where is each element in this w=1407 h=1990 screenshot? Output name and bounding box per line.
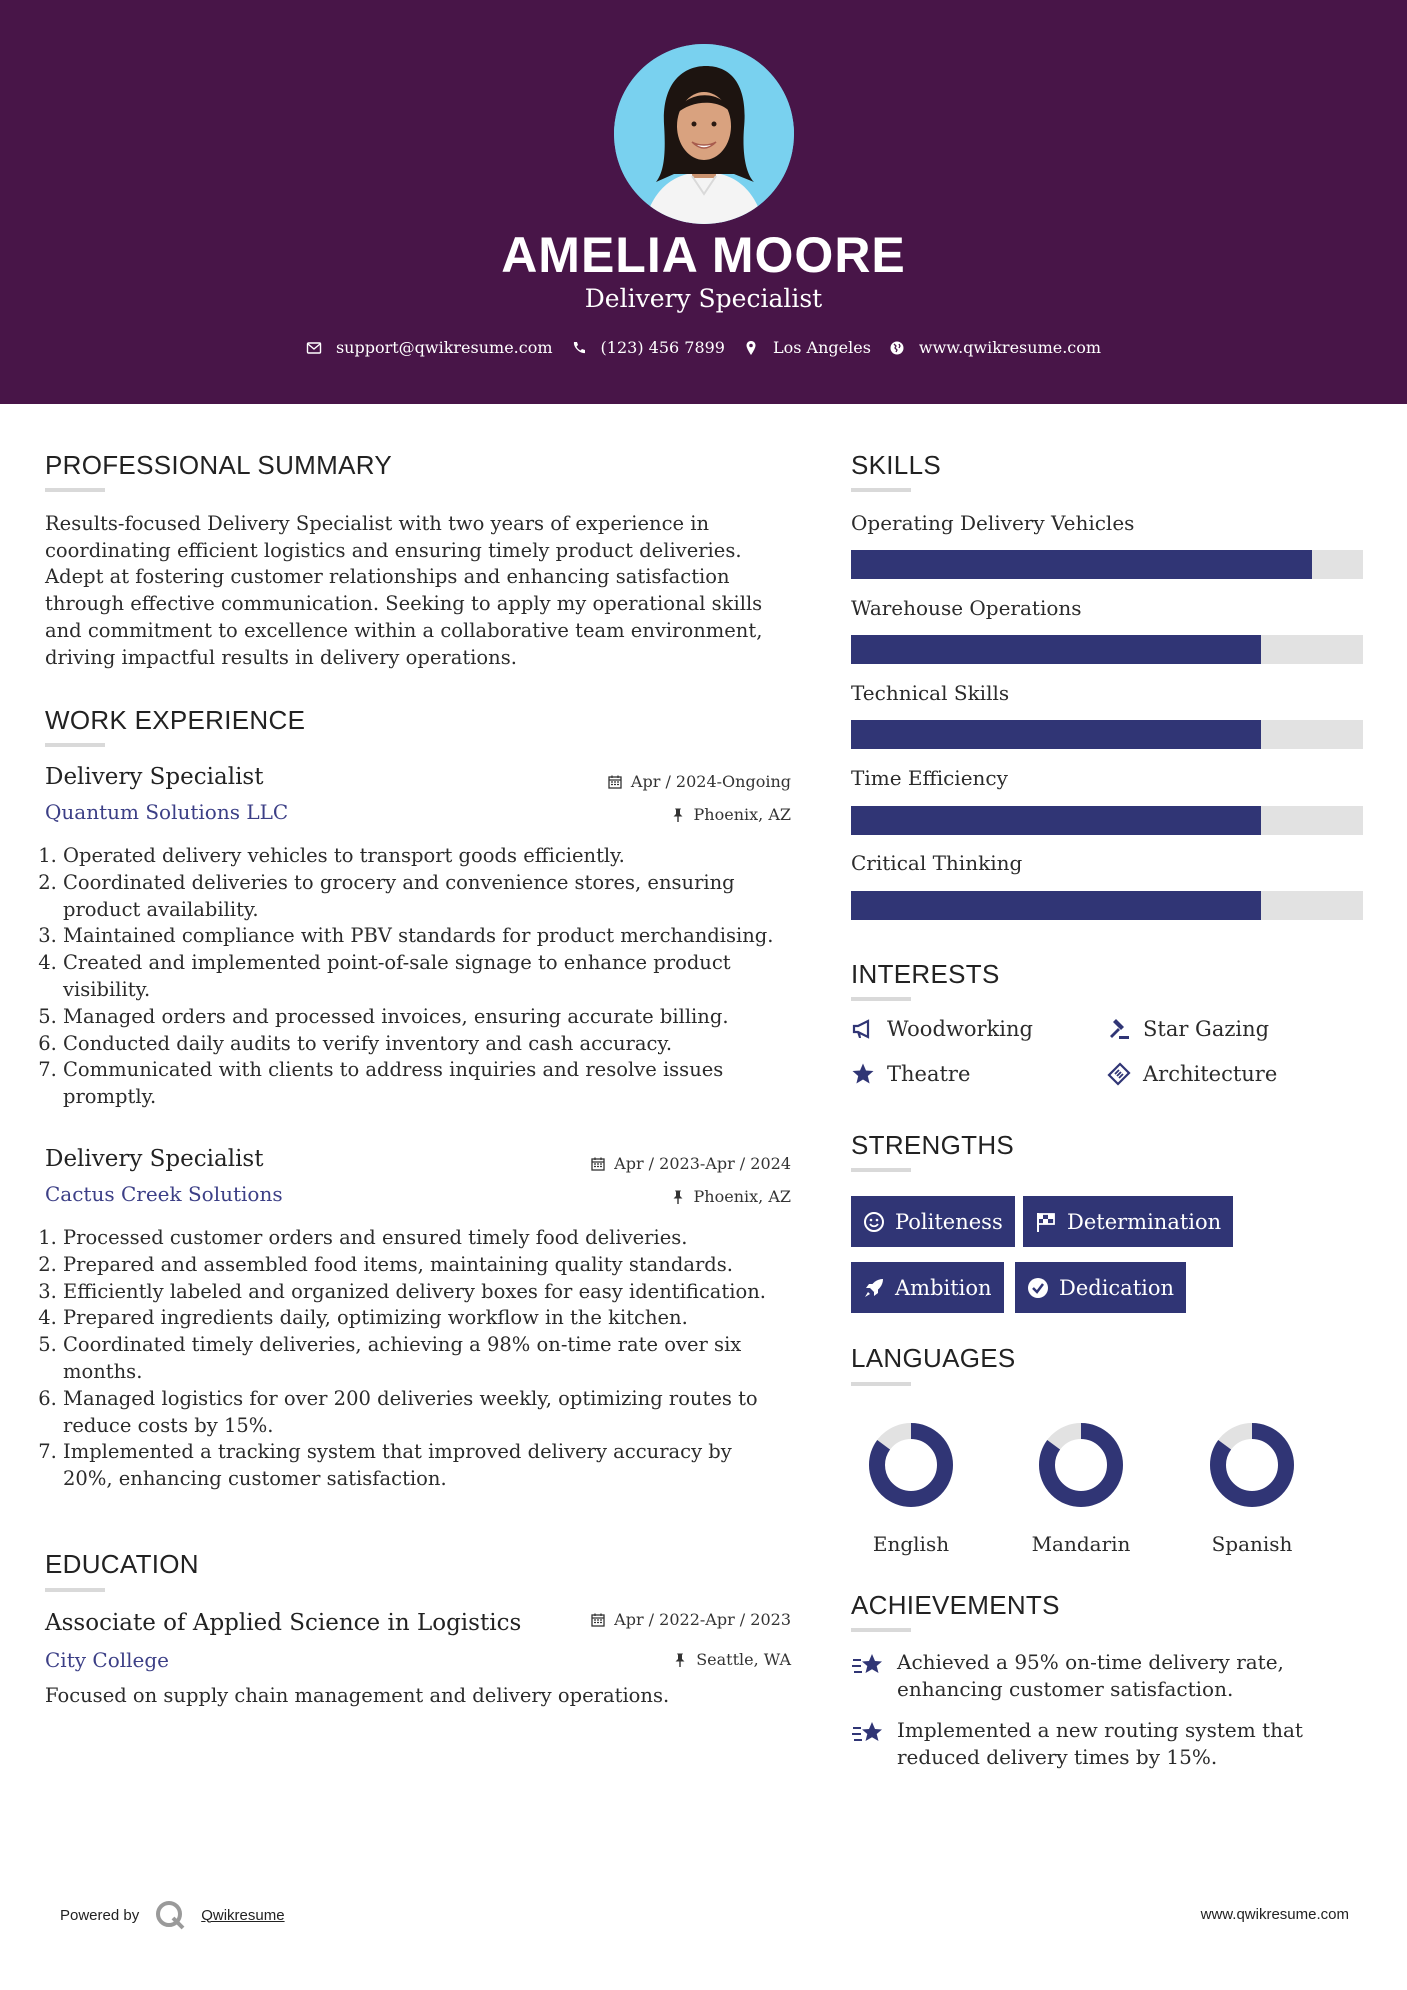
job-dates xyxy=(500,1154,791,1173)
education-heading: EDUCATION xyxy=(45,1549,199,1579)
contact-website[interactable] xyxy=(889,338,1101,357)
experience-heading: WORK EXPERIENCE xyxy=(45,705,306,735)
language-donut xyxy=(1197,1410,1307,1520)
language-donut xyxy=(1026,1410,1136,1520)
achievement-item xyxy=(851,1717,1371,1770)
contact-bar xyxy=(0,338,1407,357)
list-item: 1. Operated delivery vehicles to transport goods efficiently. xyxy=(63,843,785,870)
job-location xyxy=(500,1187,791,1206)
footer-powered-by xyxy=(60,1898,285,1932)
job-bullets xyxy=(45,843,785,1111)
language-item xyxy=(1026,1410,1136,1556)
qwikresume-logo-icon xyxy=(153,1898,187,1932)
education-location-text: Seattle, WA xyxy=(696,1650,791,1669)
list-item: 5. Coordinated timely deliveries, achieving a 98% on-time rate over six months. xyxy=(63,1332,785,1386)
globe-icon xyxy=(889,340,905,356)
list-item: 3. Efficiently labeled and organized delivery boxes for easy identification. xyxy=(63,1279,785,1306)
job-title: Delivery Specialist xyxy=(45,764,264,790)
tag-icon xyxy=(1107,1062,1131,1086)
resume-header xyxy=(0,0,1407,404)
strength-label: Politeness xyxy=(895,1209,1003,1234)
interest-item xyxy=(851,1062,970,1086)
strength-badge xyxy=(851,1262,1004,1313)
strength-badge xyxy=(1023,1196,1233,1247)
list-item: 6. Managed logistics for over 200 deliveries weekly, optimizing routes to reduce costs by 15%. xyxy=(63,1386,785,1440)
calendar-icon xyxy=(590,1156,606,1172)
interest-label: Woodworking xyxy=(887,1017,1033,1041)
language-item xyxy=(856,1410,966,1556)
school-name: City College xyxy=(45,1648,170,1672)
contact-location xyxy=(743,338,871,357)
contact-location-text: Los Angeles xyxy=(772,338,871,357)
list-item: 1. Processed customer orders and ensured timely food deliveries. xyxy=(63,1225,785,1252)
job-company: Cactus Creek Solutions xyxy=(45,1182,283,1206)
contact-email[interactable] xyxy=(306,338,553,357)
job-location xyxy=(500,805,791,824)
job-dates-text: Apr / 2024-Ongoing xyxy=(630,772,791,791)
education-rule xyxy=(45,1588,105,1592)
envelope-icon xyxy=(306,340,322,356)
brand-link[interactable]: Qwikresume xyxy=(201,1906,285,1924)
megaphone-icon xyxy=(851,1017,875,1041)
languages-rule xyxy=(851,1382,911,1386)
skill-bar xyxy=(851,720,1363,749)
skill-bar-fill xyxy=(851,635,1261,664)
job-dates-text: Apr / 2023-Apr / 2024 xyxy=(614,1154,791,1173)
achievements-heading: ACHIEVEMENTS xyxy=(851,1590,1060,1620)
list-item: 3. Maintained compliance with PBV standards for product merchandising. xyxy=(63,923,785,950)
interest-item xyxy=(1107,1017,1269,1041)
language-label: English xyxy=(872,1532,950,1556)
skill-label: Time Efficiency xyxy=(851,766,1008,790)
job-location-text: Phoenix, AZ xyxy=(693,1187,791,1206)
skills-heading: SKILLS xyxy=(851,450,941,480)
achievement-item xyxy=(851,1649,1371,1702)
star-icon xyxy=(851,1062,875,1086)
skill-label: Warehouse Operations xyxy=(851,596,1082,620)
smile-icon xyxy=(863,1211,885,1233)
education-dates xyxy=(500,1610,791,1629)
skill-label: Critical Thinking xyxy=(851,851,1023,875)
list-item: 2. Prepared and assembled food items, maintaining quality standards. xyxy=(63,1252,785,1279)
phone-icon xyxy=(571,340,587,356)
education-description: Focused on supply chain management and delivery operations. xyxy=(45,1684,670,1707)
skill-bar-fill xyxy=(851,806,1261,835)
interests-rule xyxy=(851,997,911,1001)
strength-badge xyxy=(851,1196,1015,1247)
list-item: 7. Communicated with clients to address inquiries and resolve issues promptly. xyxy=(63,1057,785,1111)
list-item: 7. Implemented a tracking system that improved delivery accuracy by 20%, enhancing customer satisfaction. xyxy=(63,1439,785,1493)
calendar-icon xyxy=(590,1612,606,1628)
skill-bar xyxy=(851,806,1363,835)
summary-heading: PROFESSIONAL SUMMARY xyxy=(45,450,392,480)
flag-icon xyxy=(1035,1211,1057,1233)
achievements-rule xyxy=(851,1628,911,1632)
job-dates xyxy=(500,772,791,791)
calendar-icon xyxy=(607,774,623,790)
pushpin-icon xyxy=(670,807,686,823)
list-item: 6. Conducted daily audits to verify inventory and cash accuracy. xyxy=(63,1031,785,1058)
achievement-text: Achieved a 95% on-time delivery rate, enhancing customer satisfaction. xyxy=(897,1650,1284,1701)
skill-bar xyxy=(851,891,1363,920)
job-company: Quantum Solutions LLC xyxy=(45,800,289,824)
strength-label: Dedication xyxy=(1059,1275,1175,1300)
skill-bar xyxy=(851,635,1363,664)
list-item: 4. Prepared ingredients daily, optimizing workflow in the kitchen. xyxy=(63,1305,785,1332)
footer-website[interactable]: www.qwikresume.com xyxy=(1200,1906,1349,1923)
interest-label: Star Gazing xyxy=(1143,1017,1270,1041)
skill-label: Technical Skills xyxy=(851,681,1010,705)
skill-bar-fill xyxy=(851,891,1261,920)
interest-label: Theatre xyxy=(887,1062,971,1086)
list-item: 2. Coordinated deliveries to grocery and convenience stores, ensuring product availability. xyxy=(63,870,785,924)
language-label: Mandarin xyxy=(1031,1532,1131,1556)
language-item xyxy=(1197,1410,1307,1556)
job-title: Delivery Specialist xyxy=(45,1146,264,1172)
experience-rule xyxy=(45,743,105,747)
language-donut xyxy=(856,1410,966,1520)
pushpin-icon xyxy=(672,1652,688,1668)
pushpin-icon xyxy=(670,1189,686,1205)
list-item: 5. Managed orders and processed invoices, ensuring accurate billing. xyxy=(63,1004,785,1031)
job-location-text: Phoenix, AZ xyxy=(693,805,791,824)
interest-item xyxy=(1107,1062,1277,1086)
gavel-icon xyxy=(1107,1017,1131,1041)
rocket-icon xyxy=(863,1277,885,1299)
job-bullets xyxy=(45,1225,785,1493)
contact-email-text: support@qwikresume.com xyxy=(335,338,553,357)
interests-heading: INTERESTS xyxy=(851,959,1000,989)
candidate-title: Delivery Specialist xyxy=(584,284,823,313)
languages-heading: LANGUAGES xyxy=(851,1343,1016,1373)
strength-label: Determination xyxy=(1067,1209,1222,1234)
education-location xyxy=(500,1650,791,1669)
strengths-rule xyxy=(851,1168,911,1172)
skill-bar xyxy=(851,550,1363,579)
achievement-text: Implemented a new routing system that reduced delivery times by 15%. xyxy=(897,1718,1303,1769)
contact-website-text: www.qwikresume.com xyxy=(918,338,1102,357)
strength-label: Ambition xyxy=(895,1275,992,1300)
list-item: 4. Created and implemented point-of-sale signage to enhance product visibility. xyxy=(63,950,785,1004)
language-label: Spanish xyxy=(1211,1532,1293,1556)
skill-bar-fill xyxy=(851,720,1261,749)
skills-rule xyxy=(851,488,911,492)
shooting-star-icon xyxy=(851,1651,885,1681)
map-pin-icon xyxy=(743,340,759,356)
contact-phone[interactable] xyxy=(571,338,725,357)
interest-item xyxy=(851,1017,1033,1041)
summary-rule xyxy=(45,488,105,492)
education-dates-text: Apr / 2022-Apr / 2023 xyxy=(614,1610,791,1629)
summary-text: Results-focused Delivery Specialist with two years of experience in coordinating efficient logistics and ensuring timely product deliveries. Adept at fostering customer relationships and enhancing satisfaction through effective communication. Seeking to apply my operational skills and commitment to excellence within a collaborative team environment, driving impactful results in delivery operations. xyxy=(45,512,763,669)
contact-phone-text: (123) 456 7899 xyxy=(600,338,725,357)
skill-bar-fill xyxy=(851,550,1312,579)
check-circle-icon xyxy=(1027,1277,1049,1299)
interest-label: Architecture xyxy=(1143,1062,1278,1086)
strength-badge xyxy=(1015,1262,1186,1313)
shooting-star-icon xyxy=(851,1719,885,1749)
profile-photo xyxy=(614,44,794,224)
powered-by-text: Powered by xyxy=(60,1906,140,1924)
skill-label: Operating Delivery Vehicles xyxy=(851,511,1135,535)
strengths-heading: STRENGTHS xyxy=(851,1130,1015,1160)
degree-title: Associate of Applied Science in Logistics xyxy=(45,1610,522,1636)
candidate-name: AMELIA MOORE xyxy=(501,227,906,283)
